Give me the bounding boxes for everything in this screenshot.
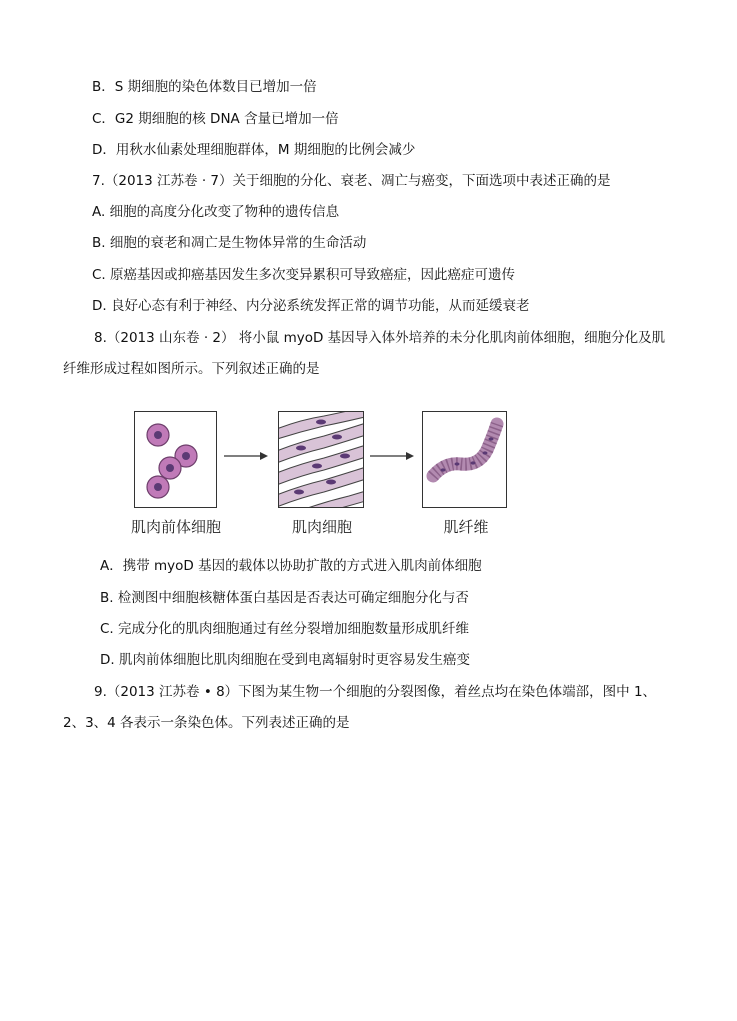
option-8b: B. 检测图中细胞核糖体蛋白基因是否表达可确定细胞分化与否 <box>100 590 469 606</box>
option-7c: C. 原癌基因或抑癌基因发生多次变异累积可导致癌症，因此癌症可遗传 <box>92 267 516 283</box>
option-6b: B．S 期细胞的染色体数目已增加一倍 <box>92 79 317 95</box>
question-9-line2: 2、3、4 各表示一条染色体。下列表述正确的是 <box>63 715 350 731</box>
question-9-line1: 9.（2013 江苏卷 • 8）下图为某生物一个细胞的分裂图像，着丝点均在染色体端部，图中 1、 <box>94 684 657 700</box>
precursor-cells-illustration <box>135 412 216 507</box>
caption-muscle-cell: 肌肉细胞 <box>291 518 352 536</box>
question-7: 7.（2013 江苏卷 · 7）关于细胞的分化、衰老、凋亡与癌变，下面选项中表述正确的是 <box>92 173 611 189</box>
option-6d: D．用秋水仙素处理细胞群体，M 期细胞的比例会减少 <box>92 142 416 158</box>
myod-differentiation-figure <box>120 403 520 543</box>
question-8-line1: 8.（2013 山东卷 · 2） 将小鼠 myoD 基因导入体外培养的未分化肌肉前体细胞，细胞分化及肌 <box>94 330 666 346</box>
precursor-cells-panel <box>134 411 217 508</box>
caption-precursor: 肌肉前体细胞 <box>130 518 221 536</box>
caption-muscle-fiber: 肌纤维 <box>443 518 489 536</box>
option-8d: D. 肌肉前体细胞比肌肉细胞在受到电离辐射时更容易发生癌变 <box>100 652 470 668</box>
option-7a: A. 细胞的高度分化改变了物种的遗传信息 <box>92 204 340 220</box>
question-8-line2: 纤维形成过程如图所示。下列叙述正确的是 <box>63 361 320 377</box>
option-8a: A．携带 myoD 基因的载体以协助扩散的方式进入肌肉前体细胞 <box>100 558 482 574</box>
muscle-cells-panel <box>278 411 364 508</box>
option-6c: C．G2 期细胞的核 DNA 含量已增加一倍 <box>92 111 339 127</box>
option-8c: C. 完成分化的肌肉细胞通过有丝分裂增加细胞数量形成肌纤维 <box>100 621 470 637</box>
option-7d: D. 良好心态有利于神经、内分泌系统发挥正常的调节功能，从而延缓衰老 <box>92 298 530 314</box>
muscle-cells-illustration <box>279 412 363 507</box>
muscle-fiber-illustration <box>423 412 506 507</box>
arrow-icon <box>224 450 268 462</box>
arrow-icon <box>370 450 414 462</box>
option-7b: B. 细胞的衰老和凋亡是生物体异常的生命活动 <box>92 235 367 251</box>
muscle-fiber-panel <box>422 411 507 508</box>
